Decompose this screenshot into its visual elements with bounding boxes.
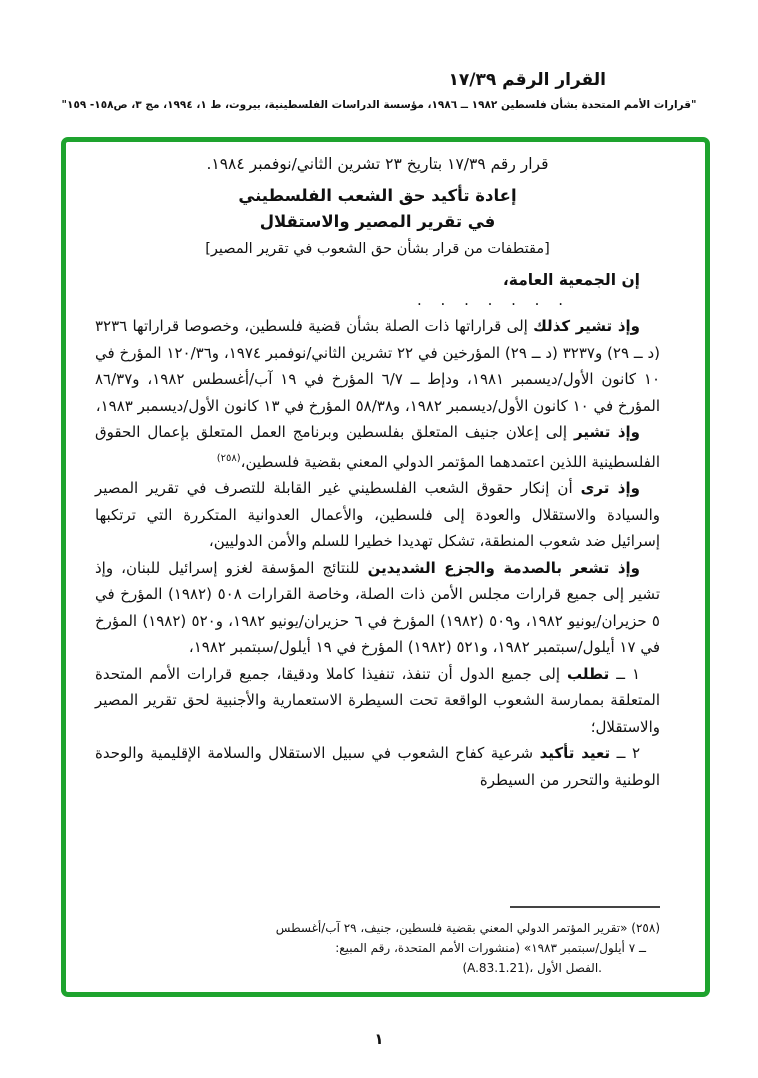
footnote-line-2: ــ ٧ أيلول/سبتمبر ١٩٨٣» (منشورات الأمم المتحدة، رقم المبيع: bbox=[335, 941, 646, 955]
omission-dots: . . . . . . . bbox=[417, 291, 570, 309]
page-title: القرار الرقم ١٧/٣٩ bbox=[448, 70, 606, 90]
resolution-frame bbox=[61, 137, 710, 997]
item-lead: تطلب bbox=[566, 664, 610, 683]
paragraph-lead: وإذ تشعر بالصدمة والجزع الشديدين bbox=[367, 558, 640, 577]
preambular-paragraph-3 bbox=[95, 475, 660, 555]
paragraph-text: أن إنكار حقوق الشعب الفلسطيني غير القابلة للتصرف في تقرير المصير والسيادة والاستقلال والعودة إلى فلسطين، والأعمال العدوانية المتكررة التي ترتكبها إسرائيل ضد شعوب المنطقة، تشكل تهديدا خطيرا للسلم والأمن الدوليين، bbox=[95, 479, 660, 550]
item-lead: تعيد تأكيد bbox=[539, 744, 611, 762]
footnote-separator bbox=[510, 906, 660, 908]
paragraph-text: إلى قراراتها ذات الصلة بشأن قضية فلسطين، وخصوصا قراراتها ٣٢٣٦ (د ــ ٢٩) و٣٢٣٧ (د ــ ٢٩) المؤرخين في ٢٢ تشرين الثاني/نوفمبر ١٩٧٤، و١٢٠/٣٦ المؤرخ في ١٠ كانون الأول/ديسمبر ١٩٨١، ودإط ــ ٦/٧ المؤرخ في ١٩ آب/أغسطس ١٩٨٢، و٨٦/٣٧ المؤرخ في ١٠ كانون الأول/ديسمبر ١٩٨٢، و٥٨/٣٨ المؤرخ في ١٣ كانون الأول/ديسمبر ١٩٨٣، bbox=[95, 317, 661, 415]
paragraph-lead: وإذ تشير bbox=[574, 423, 640, 441]
footnote-line-1: (٢٥٨) «تقرير المؤتمر الدولي المعني بقضية فلسطين، جنيف، ٢٩ آب/أغسطس bbox=[275, 921, 660, 935]
page-number: ١ bbox=[374, 1030, 384, 1048]
preambular-paragraph-2 bbox=[95, 419, 660, 475]
paragraph-lead: وإذ ترى bbox=[580, 479, 640, 497]
paragraph-text: إلى إعلان جنيف المتعلق بفلسطين وبرنامج العمل المتعلق بإعمال الحقوق الفلسطينية اللذين اعتمدهما المؤتمر الدولي المعني بقضية فلسطين، bbox=[95, 423, 660, 471]
resolution-date-line: قرار رقم ١٧/٣٩ بتاريخ ٢٣ تشرين الثاني/نوفمبر ١٩٨٤. bbox=[206, 155, 549, 173]
preamble-intro: إن الجمعية العامة، bbox=[502, 271, 640, 289]
preambular-paragraph-4 bbox=[95, 555, 660, 661]
source-citation-line: "قرارات الأمم المتحدة بشأن فلسطين ١٩٨٢ ــ ١٩٨٦، مؤسسة الدراسات الفلسطينية، بيروت، ط ١، ١٩٩٤، مج ٣، ص١٥٨- ١٥٩" bbox=[61, 99, 697, 111]
paragraph-text: للنتائج المؤسفة لغزو إسرائيل للبنان، وإذ تشير إلى جميع قرارات مجلس الأمن ذات الصلة، وخاصة القرارات ٥٠٨ (١٩٨٢) المؤرخ في ٥ حزيران/يونيو ١٩٨٢، و٥٠٩ (١٩٨٢) المؤرخ في ٦ حزيران/يونيو ١٩٨٢، و٥٢٠ (١٩٨٢) المؤرخ في ١٧ أيلول/سبتمبر ١٩٨٢، و٥٢١ (١٩٨٢) المؤرخ في ١٩ أيلول/سبتمبر ١٩٨٢، bbox=[95, 558, 660, 656]
footnote-reference: (٢٥٨) bbox=[216, 452, 241, 464]
paragraph-lead: وإذ تشير كذلك bbox=[533, 317, 640, 335]
item-text: إلى جميع الدول أن تنفذ، تنفيذا كاملا ودقيقا، جميع قرارات الأمم المتحدة المتعلقة بممارسة الشعوب الواقعة تحت السيطرة الاستعمارية والأجنبية لحق تقرير المصير والاستقلال؛ bbox=[95, 664, 660, 736]
item-number: ٢ ــ bbox=[616, 744, 640, 762]
resolution-title-line-1: إعادة تأكيد حق الشعب الفلسطيني bbox=[238, 186, 517, 205]
resolution-body bbox=[66, 142, 705, 906]
resolution-bracket-note: [مقتطفات من قرار بشأن حق الشعوب في تقرير المصير] bbox=[205, 241, 550, 257]
footnote-line-3: (A.83.1.21)، الفصل الأول. bbox=[462, 961, 602, 975]
footnote-block bbox=[66, 906, 705, 992]
resolution-title-line-2: في تقرير المصير والاستقلال bbox=[259, 212, 496, 231]
operative-item-2 bbox=[95, 740, 660, 793]
item-text: شرعية كفاح الشعوب في سبيل الاستقلال والسلامة الإقليمية والوحدة الوطنية والتحرر من السيطرة bbox=[95, 744, 660, 789]
item-number: ١ ــ bbox=[616, 664, 640, 683]
operative-item-1 bbox=[95, 661, 660, 741]
preambular-paragraph-1 bbox=[95, 313, 660, 419]
